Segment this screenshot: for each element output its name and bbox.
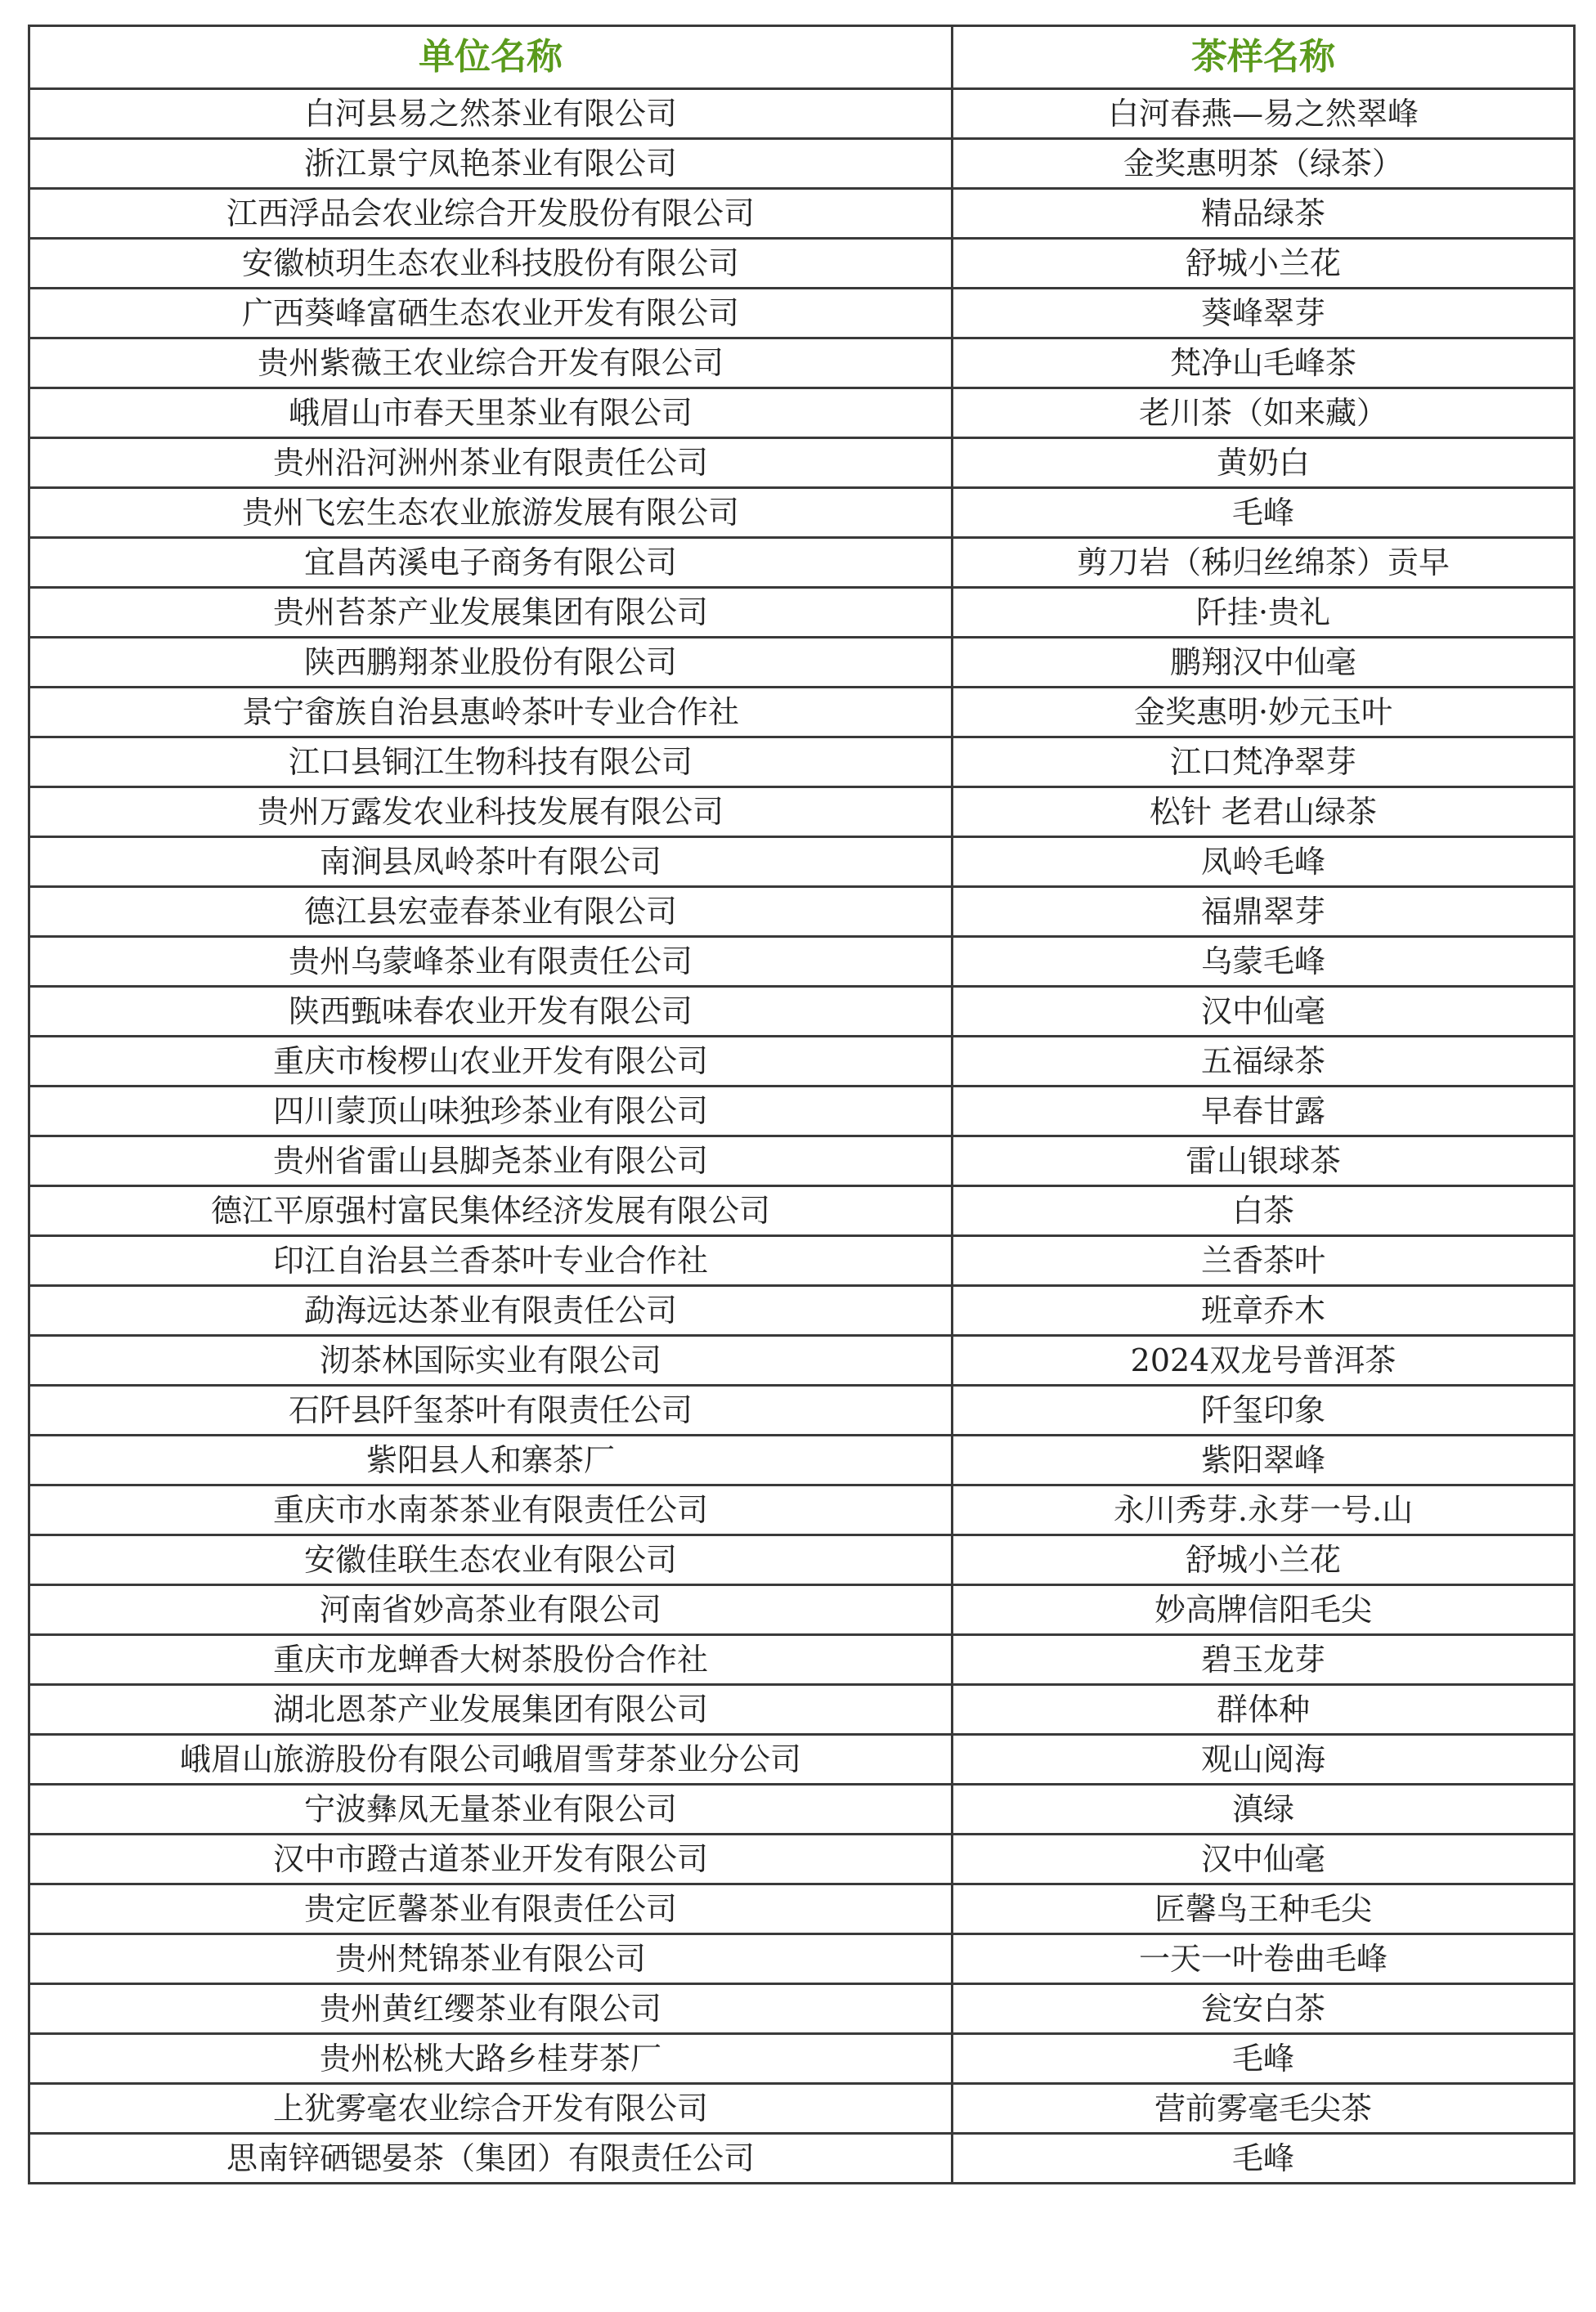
table-row: [29, 189, 1575, 239]
table-row: [29, 887, 1575, 937]
table-row: [29, 289, 1575, 338]
tea-sample-table-wrapper: [28, 25, 1573, 2184]
table-row: [29, 588, 1575, 638]
tea-sample-table: [28, 25, 1576, 2184]
table-body: [29, 89, 1575, 2184]
tea-sample-name-cell: 群体种: [953, 1685, 1575, 1735]
tea-sample-name-cell: 白茶: [953, 1186, 1575, 1236]
company-name-cell: 陕西鹏翔茶业股份有限公司: [29, 638, 953, 688]
company-name-cell: 安徽桢玥生态农业科技股份有限公司: [29, 239, 953, 289]
tea-sample-name-cell: 营前雾毫毛尖茶: [953, 2084, 1575, 2134]
header-row: [29, 26, 1575, 89]
table-row: [29, 638, 1575, 688]
table-row: [29, 1934, 1575, 1984]
company-name-cell: 汉中市蹬古道茶业开发有限公司: [29, 1835, 953, 1884]
tea-sample-name-cell: 雷山银球茶: [953, 1136, 1575, 1186]
table-row: [29, 488, 1575, 538]
tea-sample-name-cell: 班章乔木: [953, 1286, 1575, 1336]
company-name-cell: 河南省妙高茶业有限公司: [29, 1585, 953, 1635]
tea-sample-name-cell: 永川秀芽.永芽一号.山: [953, 1485, 1575, 1535]
table-row: [29, 1685, 1575, 1735]
table-row: [29, 688, 1575, 737]
tea-sample-name-cell: 福鼎翠芽: [953, 887, 1575, 937]
tea-sample-name-cell: 碧玉龙芽: [953, 1635, 1575, 1685]
tea-sample-name-cell: 2024双龙号普洱茶: [953, 1336, 1575, 1386]
table-row: [29, 1735, 1575, 1785]
tea-sample-name-cell: 毛峰: [953, 2034, 1575, 2084]
tea-sample-name-cell: 毛峰: [953, 2134, 1575, 2184]
tea-sample-name-cell: 阡玺印象: [953, 1386, 1575, 1436]
tea-sample-name-cell: 妙高牌信阳毛尖: [953, 1585, 1575, 1635]
table-row: [29, 1485, 1575, 1535]
table-row: [29, 1436, 1575, 1485]
company-name-cell: 印江自治县兰香茶叶专业合作社: [29, 1236, 953, 1286]
company-name-cell: 景宁畲族自治县惠岭茶叶专业合作社: [29, 688, 953, 737]
company-name-cell: 贵州万露发农业科技发展有限公司: [29, 787, 953, 837]
tea-sample-name-cell: 阡挂·贵礼: [953, 588, 1575, 638]
tea-sample-name-cell: 滇绿: [953, 1785, 1575, 1835]
tea-sample-name-cell: 凤岭毛峰: [953, 837, 1575, 887]
tea-sample-name-cell: 金奖惠明·妙元玉叶: [953, 688, 1575, 737]
table-row: [29, 2034, 1575, 2084]
table-row: [29, 1785, 1575, 1835]
company-name-cell: 贵州飞宏生态农业旅游发展有限公司: [29, 488, 953, 538]
tea-sample-name-cell: 五福绿茶: [953, 1037, 1575, 1087]
company-name-cell: 峨眉山市春天里茶业有限公司: [29, 388, 953, 438]
table-row: [29, 1835, 1575, 1884]
tea-sample-name-cell: 紫阳翠峰: [953, 1436, 1575, 1485]
company-name-cell: 湖北恩茶产业发展集团有限公司: [29, 1685, 953, 1735]
tea-sample-name-cell: 毛峰: [953, 488, 1575, 538]
company-name-cell: 四川蒙顶山味独珍茶业有限公司: [29, 1087, 953, 1136]
table-row: [29, 2084, 1575, 2134]
tea-sample-name-cell: 金奖惠明茶（绿茶）: [953, 139, 1575, 189]
table-row: [29, 1535, 1575, 1585]
company-name-cell: 德江县宏壶春茶业有限公司: [29, 887, 953, 937]
table-row: [29, 338, 1575, 388]
tea-sample-name-cell: 精品绿茶: [953, 189, 1575, 239]
table-row: [29, 1037, 1575, 1087]
tea-sample-name-cell: 鹏翔汉中仙毫: [953, 638, 1575, 688]
company-name-cell: 贵州梵锦茶业有限公司: [29, 1934, 953, 1984]
table-row: [29, 1087, 1575, 1136]
tea-sample-name-cell: 松针 老君山绿茶: [953, 787, 1575, 837]
table-row: [29, 538, 1575, 588]
tea-sample-name-cell: 白河春燕—易之然翠峰: [953, 89, 1575, 139]
tea-sample-name-cell: 瓮安白茶: [953, 1984, 1575, 2034]
company-name-cell: 白河县易之然茶业有限公司: [29, 89, 953, 139]
company-name-cell: 陕西甄味春农业开发有限公司: [29, 987, 953, 1037]
tea-sample-name-cell: 江口梵净翠芽: [953, 737, 1575, 787]
company-name-cell: 贵州紫薇王农业综合开发有限公司: [29, 338, 953, 388]
company-name-cell: 宜昌芮溪电子商务有限公司: [29, 538, 953, 588]
table-row: [29, 388, 1575, 438]
table-row: [29, 1635, 1575, 1685]
table-row: [29, 937, 1575, 987]
company-name-cell: 紫阳县人和寨茶厂: [29, 1436, 953, 1485]
header-tea-sample-name: 茶样名称: [953, 26, 1575, 89]
company-name-cell: 贵州乌蒙峰茶业有限责任公司: [29, 937, 953, 987]
company-name-cell: 贵州沿河洲州茶业有限责任公司: [29, 438, 953, 488]
table-row: [29, 1585, 1575, 1635]
tea-sample-name-cell: 剪刀岩（秭归丝绵茶）贡早: [953, 538, 1575, 588]
tea-sample-name-cell: 老川茶（如来藏）: [953, 388, 1575, 438]
table-row: [29, 2134, 1575, 2184]
tea-sample-name-cell: 匠馨鸟王种毛尖: [953, 1884, 1575, 1934]
company-name-cell: 贵州黄红缨茶业有限公司: [29, 1984, 953, 2034]
table-row: [29, 1336, 1575, 1386]
tea-sample-name-cell: 梵净山毛峰茶: [953, 338, 1575, 388]
tea-sample-name-cell: 葵峰翠芽: [953, 289, 1575, 338]
table-row: [29, 987, 1575, 1037]
tea-sample-name-cell: 乌蒙毛峰: [953, 937, 1575, 987]
table-row: [29, 1286, 1575, 1336]
company-name-cell: 广西葵峰富硒生态农业开发有限公司: [29, 289, 953, 338]
company-name-cell: 江西浮品会农业综合开发股份有限公司: [29, 189, 953, 239]
table-row: [29, 737, 1575, 787]
company-name-cell: 石阡县阡玺茶叶有限责任公司: [29, 1386, 953, 1436]
company-name-cell: 上犹雾毫农业综合开发有限公司: [29, 2084, 953, 2134]
company-name-cell: 宁波彝凤无量茶业有限公司: [29, 1785, 953, 1835]
table-row: [29, 89, 1575, 139]
company-name-cell: 重庆市梭椤山农业开发有限公司: [29, 1037, 953, 1087]
company-name-cell: 贵州松桃大路乡桂芽茶厂: [29, 2034, 953, 2084]
table-row: [29, 1136, 1575, 1186]
tea-sample-name-cell: 兰香茶叶: [953, 1236, 1575, 1286]
tea-sample-name-cell: 舒城小兰花: [953, 1535, 1575, 1585]
company-name-cell: 德江平原强村富民集体经济发展有限公司: [29, 1186, 953, 1236]
table-row: [29, 1984, 1575, 2034]
tea-sample-name-cell: 舒城小兰花: [953, 239, 1575, 289]
header-company-name: 单位名称: [29, 26, 953, 89]
tea-sample-name-cell: 一天一叶卷曲毛峰: [953, 1934, 1575, 1984]
company-name-cell: 南涧县凤岭茶叶有限公司: [29, 837, 953, 887]
table-row: [29, 438, 1575, 488]
table-row: [29, 139, 1575, 189]
company-name-cell: 思南锌硒锶晏茶（集团）有限责任公司: [29, 2134, 953, 2184]
company-name-cell: 贵州苔茶产业发展集团有限公司: [29, 588, 953, 638]
tea-sample-name-cell: 观山阅海: [953, 1735, 1575, 1785]
tea-sample-name-cell: 汉中仙毫: [953, 987, 1575, 1037]
tea-sample-name-cell: 黄奶白: [953, 438, 1575, 488]
table-row: [29, 1884, 1575, 1934]
company-name-cell: 重庆市水南茶茶业有限责任公司: [29, 1485, 953, 1535]
table-row: [29, 1186, 1575, 1236]
company-name-cell: 峨眉山旅游股份有限公司峨眉雪芽茶业分公司: [29, 1735, 953, 1785]
company-name-cell: 勐海远达茶业有限责任公司: [29, 1286, 953, 1336]
company-name-cell: 贵州省雷山县脚尧茶业有限公司: [29, 1136, 953, 1186]
table-row: [29, 1386, 1575, 1436]
company-name-cell: 沏茶林国际实业有限公司: [29, 1336, 953, 1386]
company-name-cell: 浙江景宁凤艳茶业有限公司: [29, 139, 953, 189]
company-name-cell: 贵定匠馨茶业有限责任公司: [29, 1884, 953, 1934]
tea-sample-name-cell: 汉中仙毫: [953, 1835, 1575, 1884]
table-row: [29, 239, 1575, 289]
table-row: [29, 787, 1575, 837]
company-name-cell: 江口县铜江生物科技有限公司: [29, 737, 953, 787]
company-name-cell: 重庆市龙蝉香大树茶股份合作社: [29, 1635, 953, 1685]
table-row: [29, 837, 1575, 887]
table-row: [29, 1236, 1575, 1286]
company-name-cell: 安徽佳联生态农业有限公司: [29, 1535, 953, 1585]
tea-sample-name-cell: 早春甘露: [953, 1087, 1575, 1136]
